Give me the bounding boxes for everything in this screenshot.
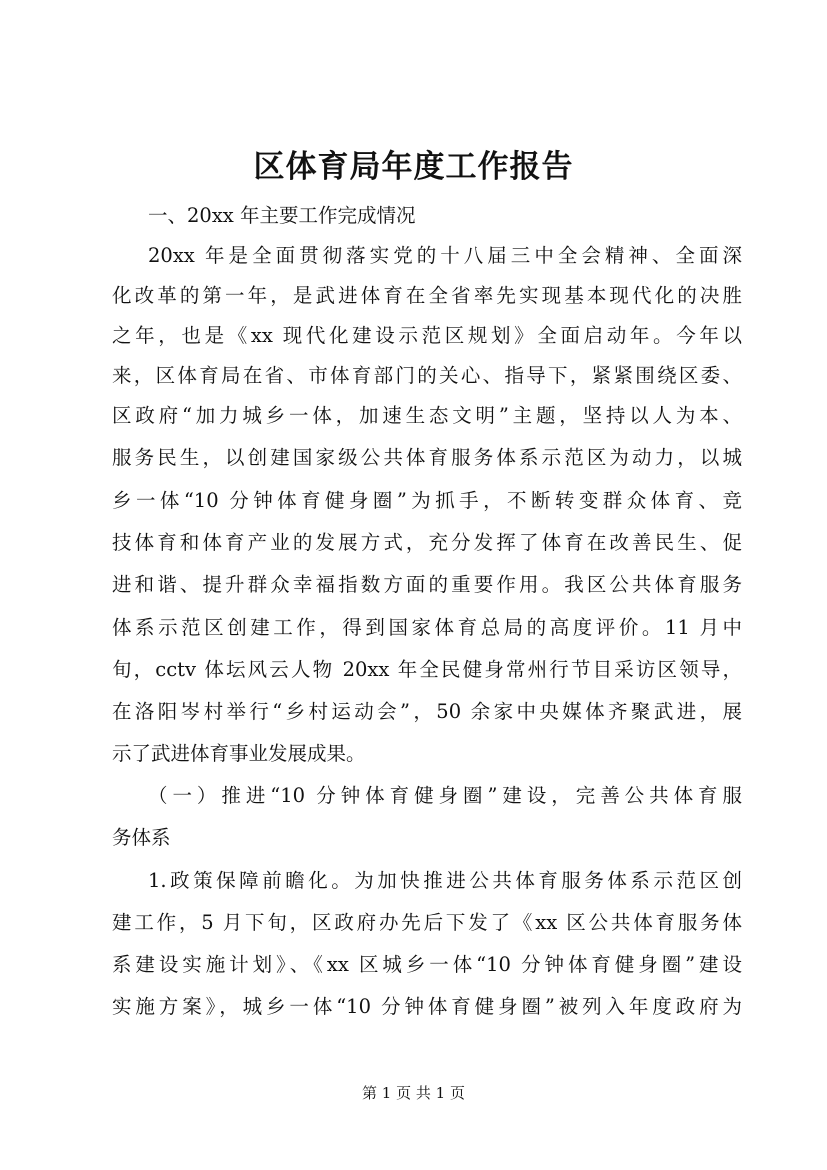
- paragraph-line: 服务民生，以创建国家级公共体育服务体系示范区为动力，以城: [112, 446, 742, 469]
- paragraph-line: 建工作，5 月下旬，区政府办先后下发了《xx 区公共体育服务体: [112, 911, 742, 934]
- subsection-heading: （一）推进“10 分钟体育健身圈”建设，完善公共体育服: [148, 784, 742, 807]
- paragraph-line: 区政府“加力城乡一体，加速生态文明”主题，坚持以人为本、: [112, 404, 742, 427]
- paragraph-line: 20xx 年是全面贯彻落实党的十八届三中全会精神、全面深: [148, 244, 742, 267]
- paragraph-line: 来，区体育局在省、市体育部门的关心、指导下，紧紧围绕区委、: [112, 364, 742, 387]
- paragraph-line: 1.政策保障前瞻化。为加快推进公共体育服务体系示范区创: [148, 869, 742, 892]
- section-heading: 一、20xx 年主要工作完成情况: [148, 204, 416, 227]
- paragraph-line: 在洛阳岑村举行“乡村运动会”，50 余家中央媒体齐聚武进，展: [112, 700, 742, 723]
- paragraph-line: 旬，cctv 体坛风云人物 20xx 年全民健身常州行节目采访区领导，: [112, 658, 742, 681]
- page-number: 第 1 页 共 1 页: [362, 1084, 465, 1102]
- paragraph-line: 系建设实施计划》、《xx 区城乡一体“10 分钟体育健身圈”建设: [112, 953, 742, 976]
- paragraph-line: 体系示范区创建工作，得到国家体育总局的高度评价。11 月中: [112, 616, 742, 639]
- subsection-heading: 务体系: [112, 826, 171, 849]
- paragraph-line: 实施方案》，城乡一体“10 分钟体育健身圈”被列入年度政府为: [112, 995, 742, 1018]
- document-title: 区体育局年度工作报告: [253, 149, 574, 185]
- paragraph-line: 技体育和体育产业的发展方式，充分发挥了体育在改善民生、促: [112, 531, 742, 554]
- paragraph-line: 进和谐、提升群众幸福指数方面的重要作用。我区公共体育服务: [112, 573, 742, 596]
- paragraph-line: 示了武进体育事业发展成果。: [112, 742, 366, 765]
- paragraph-line: 之年，也是《xx 现代化建设示范区规划》全面启动年。今年以: [112, 324, 742, 347]
- paragraph-line: 乡一体“10 分钟体育健身圈”为抓手，不断转变群众体育、竞: [112, 489, 742, 512]
- paragraph-line: 化改革的第一年，是武进体育在全省率先实现基本现代化的决胜: [112, 284, 742, 307]
